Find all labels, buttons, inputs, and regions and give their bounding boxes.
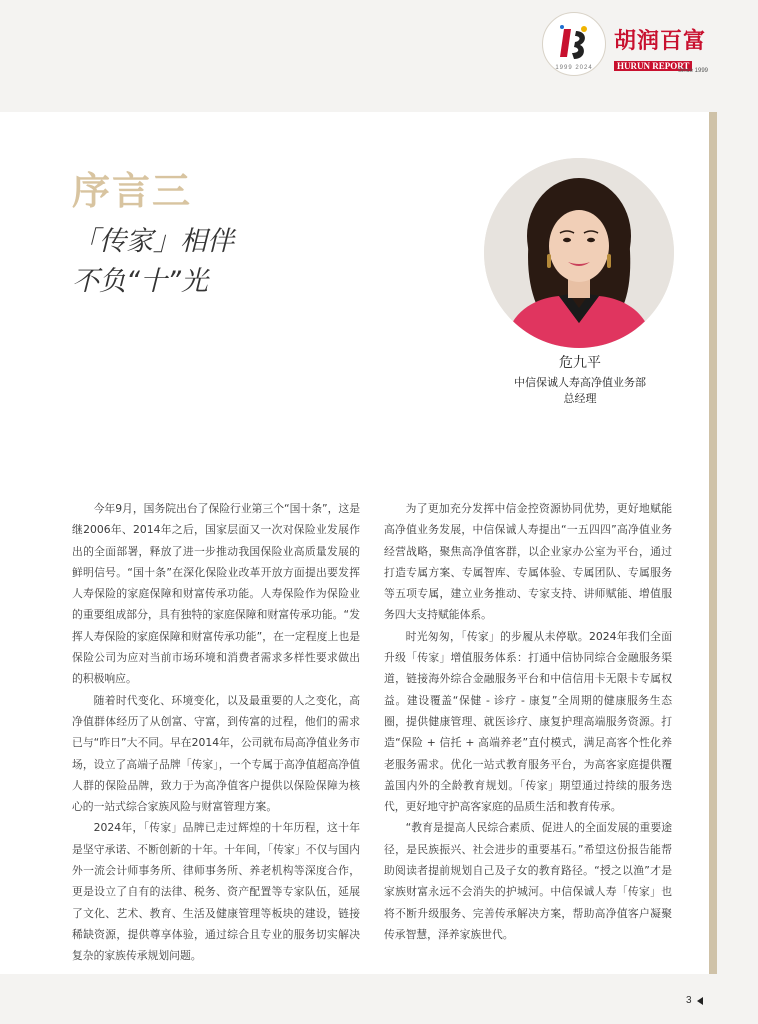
headline <box>72 222 234 302</box>
anniversary-logo-mark <box>556 23 592 63</box>
brand-name-cn: 胡润百富 <box>614 29 707 54</box>
side-accent-strip <box>709 112 717 974</box>
author-organization: 中信保诚人寿高净值业务部 <box>514 376 646 389</box>
body-paragraph: 2024年，「传家」品牌已走过辉煌的十年历程，这十年是坚守承诺、不断创新的十年。十年间，「传家」不仅与国内外一流会计师事务所、律师事务所、养老机构等深度合作，更是设立了自有的法律、税务、资产配置等专家队伍，延展了文化、艺术、教育、生活及健康管理等板块的建设，链接稀缺资源，提供尊享体验，通过综合且专业的服务切实解决复杂的家族传承规划问题。 <box>72 821 360 963</box>
hurun-brand-logo <box>614 30 714 73</box>
anniversary-logo <box>542 12 606 76</box>
brand-name-en: HURUN REPORT <box>614 61 692 71</box>
body-paragraph: 为了更加充分发挥中信金控资源协同优势，更好地赋能高净值业务发展，中信保诚人寿提出“一五四四”高净值业务经营战略，聚焦高净值客群，以企业家办公室为平台，通过打造专属方案、专属智库、专属体验、专属团队、专属服务等五项专属，建立业务推动、专家支持、讲师赋能、增值服务四大支持赋能体系。 <box>384 502 672 622</box>
body-paragraph: “教育是提高人民综合素质、促进人的全面发展的重要途径，是民族振兴、社会进步的重要基石。”希望这份报告能帮助阅读者提前规划自己及子女的教育路径。“授之以渔”才是家族财富永远不会消失的护城河。中信保诚人寿「传家」也将不断升级服务、完善传承解决方案，帮助高净值客户凝聚传承智慧，泽养家族世代。 <box>384 821 672 941</box>
page-number: 3 <box>686 995 692 1006</box>
body-column-left <box>72 498 360 967</box>
author-name: 危九平 <box>559 355 601 371</box>
body-paragraph: 今年9月，国务院出台了保险行业第三个“国十条”，这是继2006年、2014年之后，国家层面又一次对保险业发展作出的全面部署，释放了进一步推动我国保险业高质量发展的鲜明信号。“国十条”在深化保险业改革开放方面提出要发挥人寿保险的家庭保障和财富传承功能。人寿保险作为保险业的重要组成部分，具有独特的家庭保障和财富传承功能。“发挥人寿保险的家庭保障和财富传承功能”，在一定程度上也是保险公司为应对当前市场环境和消费者需求多样性要求做出的积极响应。 <box>72 502 360 686</box>
body-paragraph: 随着时代变化、环境变化，以及最重要的人之变化，高净值群体经历了从创富、守富，到传富的过程，他们的需求已与“昨日”大不同。早在2014年，公司就布局高净值业务市场，设立了高端子品牌「传家」，一个专属于高净值超高净值人群的保险品牌，致力于为高净值客户提供以保险保障为核心的一站式综合家族风险与财富管理方案。 <box>72 693 360 814</box>
body-column-right <box>384 498 672 945</box>
anniversary-years: 1999 2024 <box>555 65 593 71</box>
author-role: 总经理 <box>563 392 597 405</box>
headline-line-1: 「传家」相伴 <box>72 226 234 257</box>
author-portrait <box>484 158 674 348</box>
body-paragraph: 时光匆匆，「传家」的步履从未停歇。2024年我们全面升级「传家」增值服务体系：打通中信协同综合金融服务渠道，链接海外综合金融服务平台和中信信用卡无限卡专属权益。建设覆盖“保健 - 诊疗 - 康复”全周期的健康服务生态圈，提供健康管理、就医诊疗、康复护理高端服务资源。打造“保险 + 信托 + 高端养老”直付模式，满足高客个性化养老服务需求。优化一站式教育服务平台，为高客家庭提供覆盖国内外的全龄教育规划。「传家」期望通过持续的服务迭代，更好地守护高客家庭的品质生活和教育传承。 <box>384 629 672 814</box>
portrait-illustration <box>484 158 674 348</box>
page-arrow-icon <box>697 997 703 1005</box>
brand-since: Since 1999 <box>678 68 709 74</box>
headline-line-2: 不负“十”光 <box>72 266 208 297</box>
section-title: 序言三 <box>72 169 193 213</box>
